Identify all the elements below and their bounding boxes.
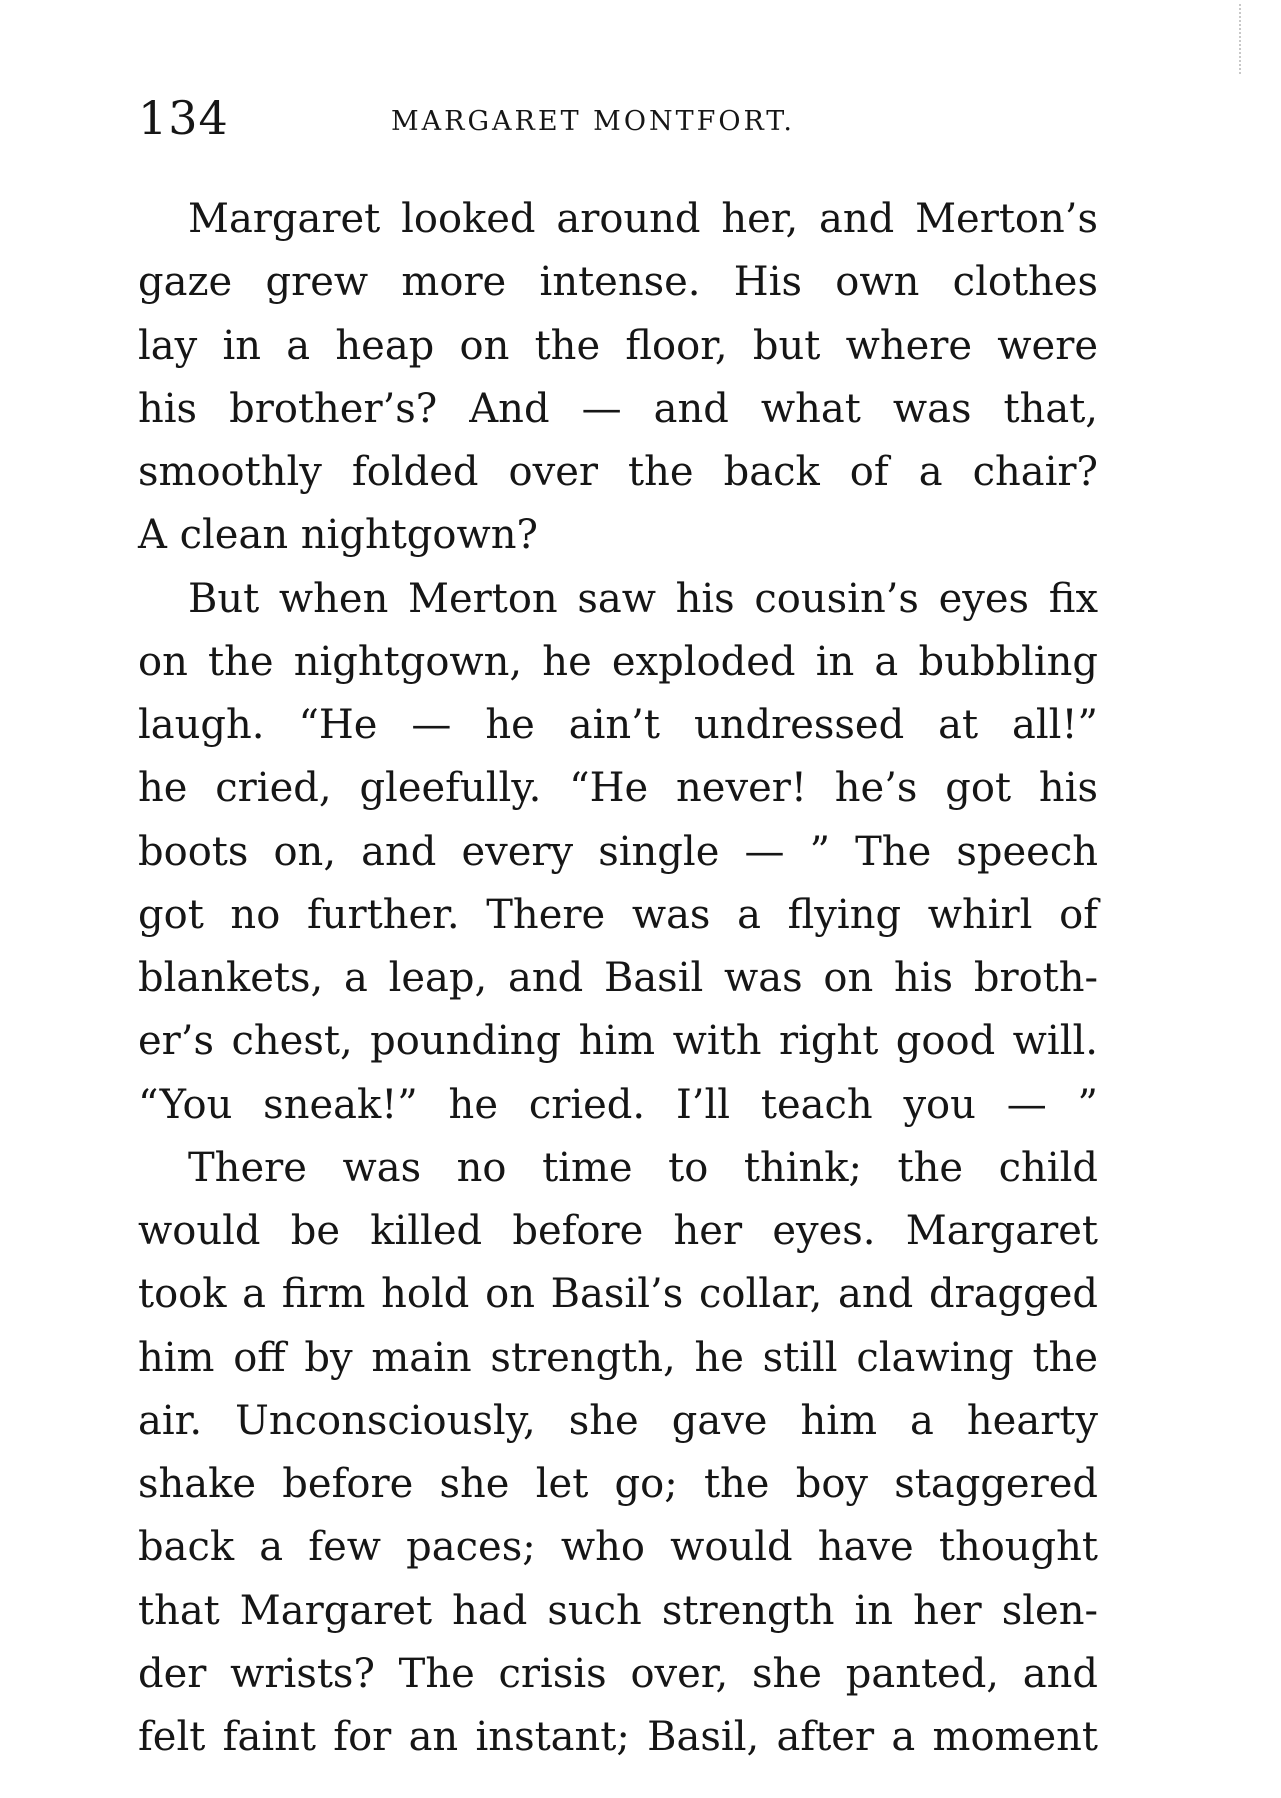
page-number: 134: [138, 91, 229, 145]
body-text: [138, 188, 1098, 1769]
page-header: [138, 88, 1098, 148]
text-line: felt faint for an instant; Basil, after a moment: [138, 1714, 1098, 1760]
text-line: gaze grew more intense. His own clothes: [138, 259, 1098, 306]
text-line: air. Unconsciously, she gave him a hearty: [138, 1397, 1098, 1444]
paragraph-3: [138, 1137, 1098, 1770]
page-edge-mark: [1239, 4, 1243, 74]
text-line: would be killed before her eyes. Margaret: [138, 1208, 1098, 1254]
text-line: shake before she let go; the boy staggered: [138, 1461, 1098, 1507]
text-line: him off by main strength, he still clawing the: [138, 1334, 1098, 1381]
text-line: smoothly folded over the back of a chair?: [138, 449, 1098, 495]
text-line: took a firm hold on Basil’s collar, and dragged: [138, 1271, 1098, 1318]
text-line: der wrists? The crisis over, she panted, and: [138, 1650, 1098, 1697]
text-line: on the nightgown, he exploded in a bubbling: [138, 638, 1098, 685]
text-line: blankets, a leap, and Basil was on his broth-: [138, 955, 1098, 1001]
text-line: got no further. There was a flying whirl of: [138, 891, 1098, 938]
text-line: he cried, gleefully. “He never! he’s got his: [138, 765, 1098, 812]
text-line: laugh. “He — he ain’t undressed at all!”: [138, 702, 1098, 748]
paragraph-1: [138, 188, 1098, 568]
paragraph-2: [138, 568, 1098, 1137]
text-line: his brother’s? And — and what was that,: [138, 385, 1098, 432]
text-line: boots on, and every single — ” The speech: [138, 828, 1098, 875]
text-line: er’s chest, pounding him with right good will.: [138, 1018, 1098, 1065]
text-line: back a few paces; who would have thought: [138, 1524, 1098, 1571]
text-line: A clean nightgown?: [138, 512, 538, 559]
text-line: There was no time to think; the child: [188, 1144, 1098, 1191]
text-line: Margaret looked around her, and Merton’s: [188, 196, 1098, 242]
text-line: lay in a heap on the floor, but where were: [138, 322, 1098, 369]
running-title: MARGARET MONTFORT.: [391, 106, 795, 137]
text-line: But when Merton saw his cousin’s eyes fix: [188, 575, 1098, 622]
text-line: “You sneak!” he cried. I’ll teach you — ”: [138, 1081, 1098, 1128]
text-line: that Margaret had such strength in her slen-: [138, 1587, 1098, 1634]
